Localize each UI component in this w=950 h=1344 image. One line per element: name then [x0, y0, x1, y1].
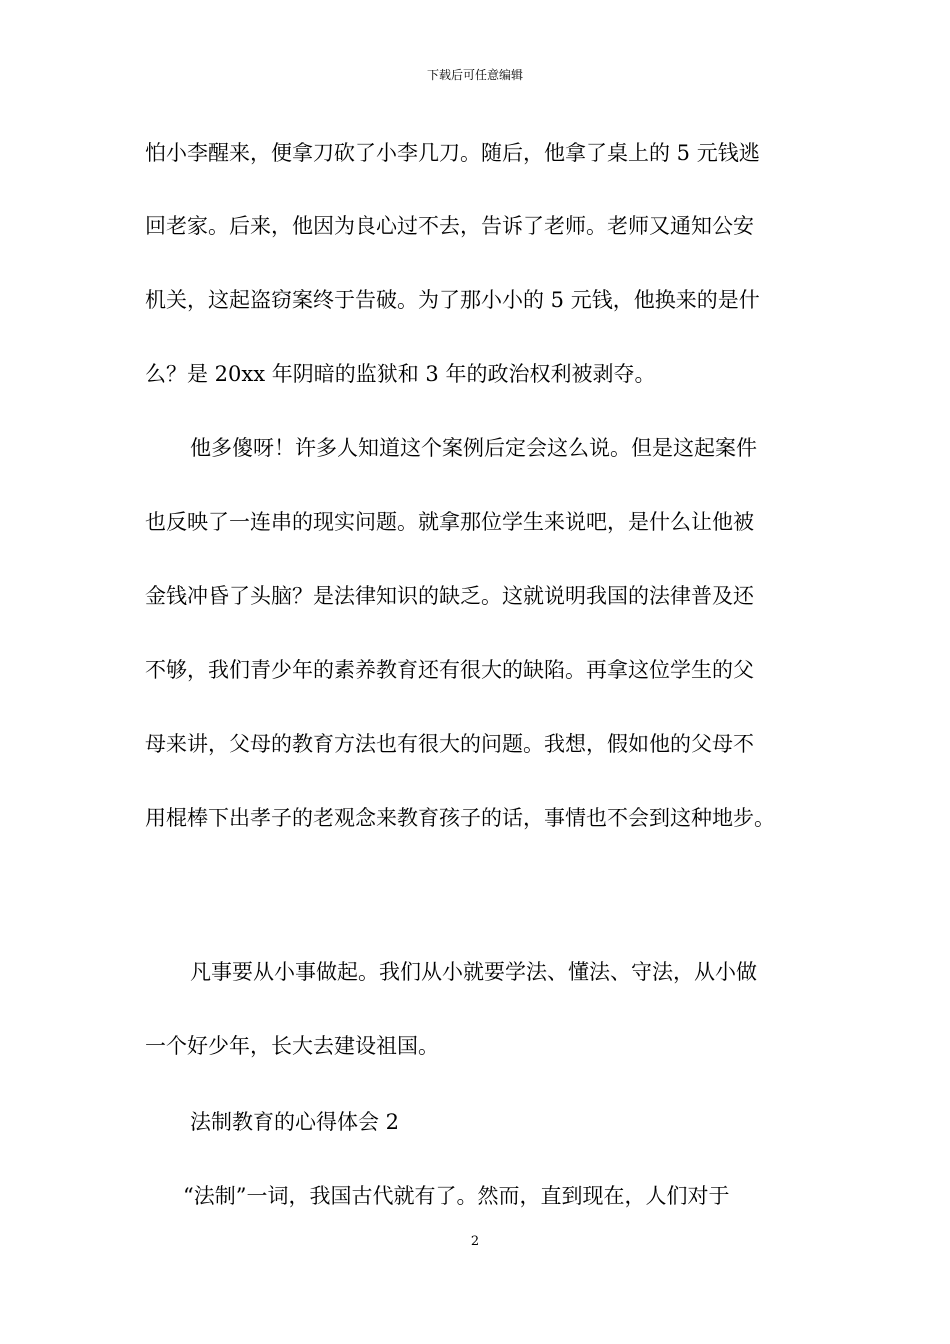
page-header: 下载后可任意编辑 [426, 68, 523, 82]
body-line: 怕小李醒来，便拿刀砍了小李几刀。随后，他拿了桌上的 5 元钱逃 [145, 141, 760, 165]
body-line: 也反映了一连串的现实问题。就拿那位学生来说吧，是什么让他被 [145, 510, 754, 534]
body-line: 么？是 20xx 年阴暗的监狱和 3 年的政治权利被剥夺。 [145, 362, 656, 386]
body-line: 他多傻呀！许多人知道这个案例后定会这么说。但是这起案件 [190, 436, 757, 460]
body-line: 用棍棒下出孝子的老观念来教育孩子的话，事情也不会到这种地步。 [145, 806, 775, 830]
body-line: 机关，这起盗窃案终于告破。为了那小小的 5 元钱，他换来的是什 [145, 288, 760, 312]
page-number: 2 [470, 1234, 480, 1249]
body-line: 不够，我们青少年的素养教育还有很大的缺陷。再拿这位学生的父 [145, 658, 754, 682]
body-line: 一个好少年，长大去建设祖国。 [145, 1034, 439, 1058]
body-line: 金钱冲昏了头脑？是法律知识的缺乏。这就说明我国的法律普及还 [145, 584, 754, 608]
section-heading: 法制教育的心得体会 2 [190, 1110, 400, 1134]
body-line: “法制”一词，我国古代就有了。然而，直到现在，人们对于 [183, 1184, 730, 1208]
body-line: 母来讲，父母的教育方法也有很大的问题。我想，假如他的父母不 [145, 732, 754, 756]
body-line: 回老家。后来，他因为良心过不去，告诉了老师。老师又通知公安 [145, 214, 754, 238]
body-line: 凡事要从小事做起。我们从小就要学法、懂法、守法，从小做 [190, 960, 757, 984]
